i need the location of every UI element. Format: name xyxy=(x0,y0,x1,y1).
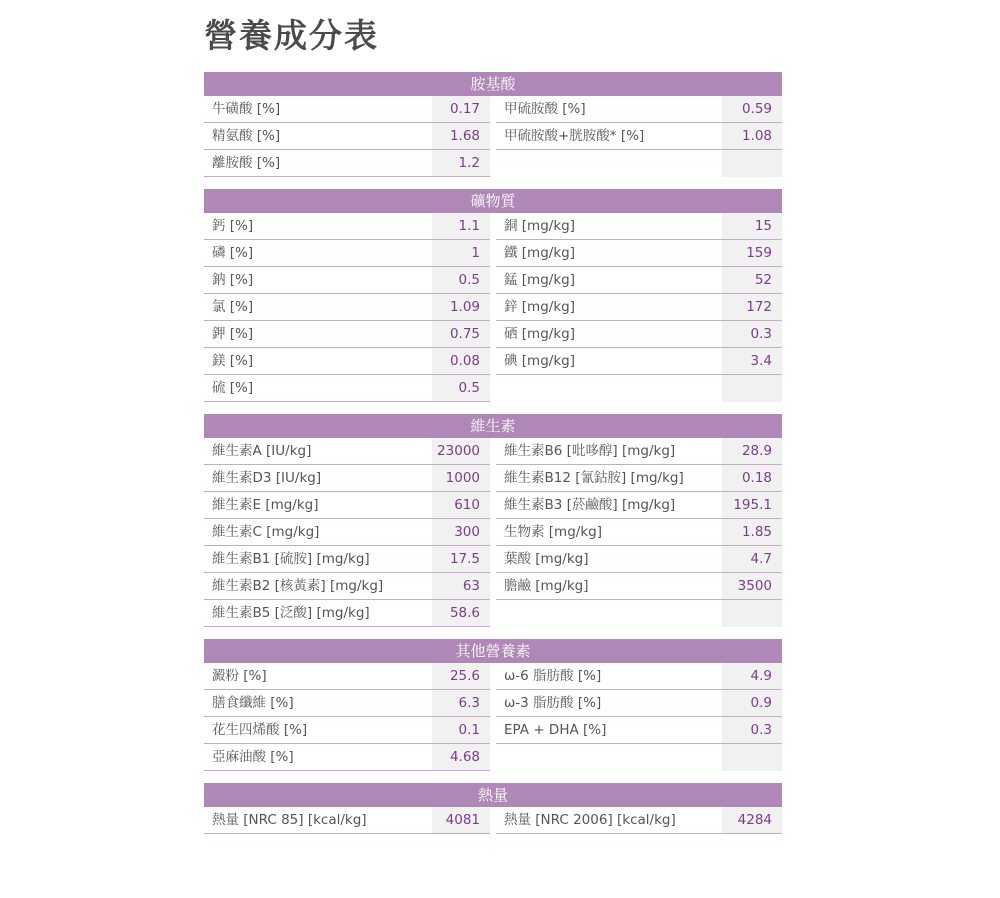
nutrient-name: 花生四烯酸 [%] xyxy=(204,717,432,744)
table-row xyxy=(204,600,782,627)
nutrient-name: 維生素C [mg/kg] xyxy=(204,519,432,546)
nutrient-value: 0.5 xyxy=(432,375,490,402)
table-row xyxy=(204,96,782,123)
nutrient-name: 鈉 [%] xyxy=(204,267,432,294)
nutrient-value: 0.5 xyxy=(432,267,490,294)
nutrient-value: 0.18 xyxy=(722,465,782,492)
nutrient-name: 維生素B2 [核黃素] [mg/kg] xyxy=(204,573,432,600)
nutrient-value: 1.85 xyxy=(722,519,782,546)
table-row xyxy=(204,267,782,294)
nutrient-value: 0.9 xyxy=(722,690,782,717)
section-header: 礦物質 xyxy=(204,189,782,213)
table-row xyxy=(204,465,782,492)
nutrient-value: 1 xyxy=(432,240,490,267)
table-row xyxy=(204,807,782,834)
nutrient-value: 15 xyxy=(722,213,782,240)
nutrient-name: 維生素E [mg/kg] xyxy=(204,492,432,519)
nutrient-name: 甲硫胺酸 [%] xyxy=(496,96,722,123)
section xyxy=(204,414,782,627)
nutrient-value xyxy=(722,744,782,771)
nutrient-value: 0.1 xyxy=(432,717,490,744)
section-header: 胺基酸 xyxy=(204,72,782,96)
table-row xyxy=(204,150,782,177)
table-row xyxy=(204,294,782,321)
table-row xyxy=(204,348,782,375)
table-row xyxy=(204,438,782,465)
nutrient-name: 鐵 [mg/kg] xyxy=(496,240,722,267)
nutrient-name: 膽鹼 [mg/kg] xyxy=(496,573,722,600)
table-row xyxy=(204,717,782,744)
nutrient-name xyxy=(496,375,722,402)
nutrient-value: 1.1 xyxy=(432,213,490,240)
nutrient-name: 鎂 [%] xyxy=(204,348,432,375)
nutrient-value: 58.6 xyxy=(432,600,490,627)
nutrient-value: 172 xyxy=(722,294,782,321)
nutrient-name: 熱量 [NRC 2006] [kcal/kg] xyxy=(496,807,722,834)
nutrient-value: 195.1 xyxy=(722,492,782,519)
nutrient-value: 159 xyxy=(722,240,782,267)
section xyxy=(204,72,782,177)
nutrient-name xyxy=(496,150,722,177)
section xyxy=(204,189,782,402)
nutrient-value: 0.08 xyxy=(432,348,490,375)
nutrition-table xyxy=(204,72,782,846)
nutrient-name xyxy=(496,600,722,627)
page-title: 營養成分表 xyxy=(204,16,379,55)
nutrient-name: 維生素B6 [吡哆醇] [mg/kg] xyxy=(496,438,722,465)
nutrient-value: 3500 xyxy=(722,573,782,600)
nutrient-name: 熱量 [NRC 85] [kcal/kg] xyxy=(204,807,432,834)
nutrient-value: 6.3 xyxy=(432,690,490,717)
table-row xyxy=(204,690,782,717)
nutrient-name: ω-6 脂肪酸 [%] xyxy=(496,663,722,690)
nutrient-value: 17.5 xyxy=(432,546,490,573)
nutrient-name xyxy=(496,744,722,771)
nutrient-name: 牛磺酸 [%] xyxy=(204,96,432,123)
nutrient-name: EPA + DHA [%] xyxy=(496,717,722,744)
nutrient-value: 0.3 xyxy=(722,717,782,744)
section-header: 維生素 xyxy=(204,414,782,438)
nutrient-value: 52 xyxy=(722,267,782,294)
nutrient-value: 4.9 xyxy=(722,663,782,690)
nutrient-value xyxy=(722,150,782,177)
nutrient-name: 鋅 [mg/kg] xyxy=(496,294,722,321)
nutrient-name: 硫 [%] xyxy=(204,375,432,402)
nutrient-value: 0.75 xyxy=(432,321,490,348)
table-row xyxy=(204,321,782,348)
nutrient-name: 亞麻油酸 [%] xyxy=(204,744,432,771)
table-row xyxy=(204,546,782,573)
nutrient-name: 葉酸 [mg/kg] xyxy=(496,546,722,573)
nutrient-value: 4081 xyxy=(432,807,490,834)
nutrient-value: 63 xyxy=(432,573,490,600)
nutrient-name: 鈣 [%] xyxy=(204,213,432,240)
table-row xyxy=(204,744,782,771)
table-row xyxy=(204,663,782,690)
section-header: 其他營養素 xyxy=(204,639,782,663)
nutrient-name: 維生素B5 [泛酸] [mg/kg] xyxy=(204,600,432,627)
nutrient-name: 磷 [%] xyxy=(204,240,432,267)
nutrient-value: 0.3 xyxy=(722,321,782,348)
nutrient-name: 維生素B3 [菸鹼酸] [mg/kg] xyxy=(496,492,722,519)
nutrient-name: 錳 [mg/kg] xyxy=(496,267,722,294)
nutrient-value: 23000 xyxy=(432,438,490,465)
nutrient-value: 610 xyxy=(432,492,490,519)
nutrient-name: 維生素B12 [氰鈷胺] [mg/kg] xyxy=(496,465,722,492)
nutrient-value xyxy=(722,600,782,627)
table-row xyxy=(204,123,782,150)
nutrient-name: 氯 [%] xyxy=(204,294,432,321)
nutrient-value: 0.59 xyxy=(722,96,782,123)
nutrient-value: 1.09 xyxy=(432,294,490,321)
nutrient-name: 甲硫胺酸+胱胺酸* [%] xyxy=(496,123,722,150)
section-header: 熱量 xyxy=(204,783,782,807)
nutrient-name: 生物素 [mg/kg] xyxy=(496,519,722,546)
nutrient-name: 維生素B1 [硫胺] [mg/kg] xyxy=(204,546,432,573)
nutrient-name: 離胺酸 [%] xyxy=(204,150,432,177)
table-row xyxy=(204,240,782,267)
table-row xyxy=(204,573,782,600)
nutrient-name: 銅 [mg/kg] xyxy=(496,213,722,240)
nutrient-name: 澱粉 [%] xyxy=(204,663,432,690)
nutrient-value: 1.68 xyxy=(432,123,490,150)
table-row xyxy=(204,519,782,546)
nutrient-name: 碘 [mg/kg] xyxy=(496,348,722,375)
nutrient-value: 25.6 xyxy=(432,663,490,690)
nutrient-name: ω-3 脂肪酸 [%] xyxy=(496,690,722,717)
nutrient-value xyxy=(722,375,782,402)
nutrient-value: 0.17 xyxy=(432,96,490,123)
nutrient-name: 維生素D3 [IU/kg] xyxy=(204,465,432,492)
section xyxy=(204,639,782,771)
nutrient-value: 28.9 xyxy=(722,438,782,465)
nutrient-name: 硒 [mg/kg] xyxy=(496,321,722,348)
nutrient-name: 精氨酸 [%] xyxy=(204,123,432,150)
table-row xyxy=(204,375,782,402)
table-row xyxy=(204,492,782,519)
section xyxy=(204,783,782,834)
nutrient-name: 鉀 [%] xyxy=(204,321,432,348)
nutrient-value: 4.68 xyxy=(432,744,490,771)
nutrient-name: 膳食纖維 [%] xyxy=(204,690,432,717)
nutrient-value: 3.4 xyxy=(722,348,782,375)
nutrient-value: 4284 xyxy=(722,807,782,834)
nutrient-name: 維生素A [IU/kg] xyxy=(204,438,432,465)
nutrient-value: 1.2 xyxy=(432,150,490,177)
nutrient-value: 300 xyxy=(432,519,490,546)
nutrient-value: 1000 xyxy=(432,465,490,492)
nutrient-value: 4.7 xyxy=(722,546,782,573)
nutrient-value: 1.08 xyxy=(722,123,782,150)
table-row xyxy=(204,213,782,240)
